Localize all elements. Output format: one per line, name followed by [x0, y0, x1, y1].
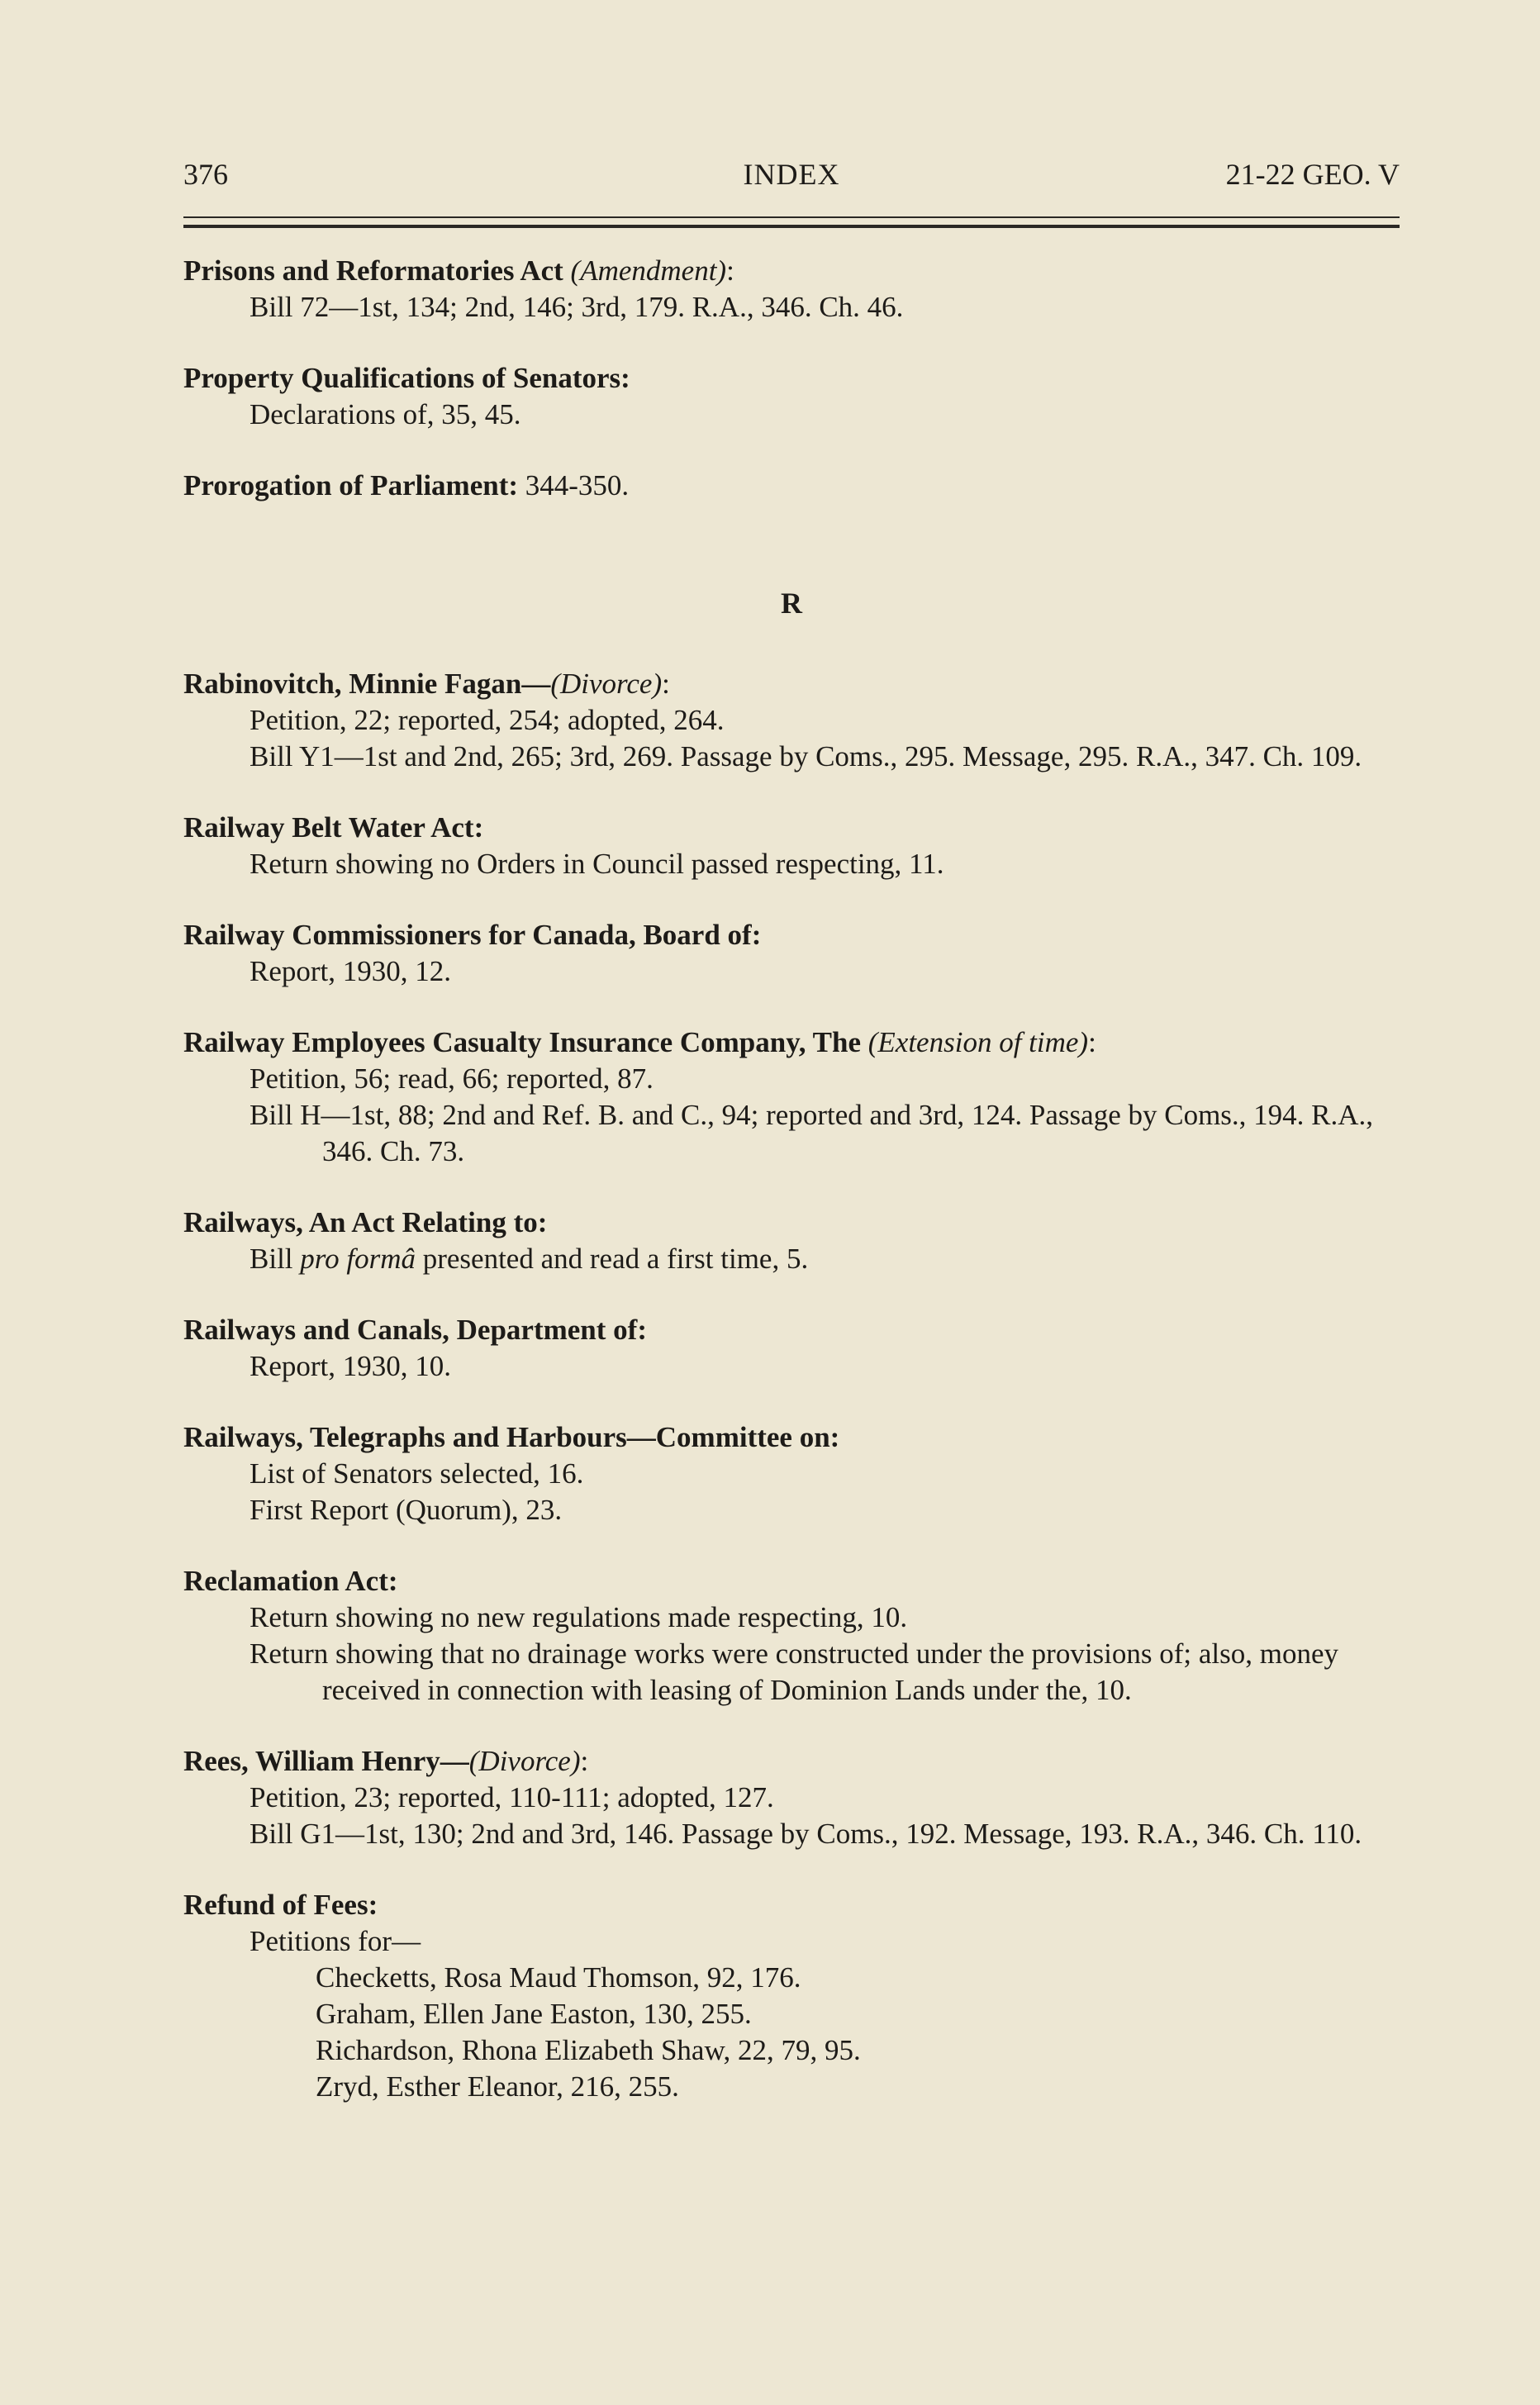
index-entry — [183, 1419, 1400, 1528]
entry-heading: Railway Commissioners for Canada, Board of: — [183, 919, 762, 951]
entry-line: Petition, 56; read, 66; reported, 87. — [250, 1062, 654, 1095]
index-entry — [183, 360, 1400, 433]
index-entry — [183, 1312, 1400, 1385]
entry-heading: Prorogation of Parliament: 344-350. — [183, 469, 630, 501]
entry-line: Bill H—1st, 88; 2nd and Ref. B. and C., 94; reported and 3rd, 124. Passage by Coms., 194. R.A., 346. Ch. 73. — [250, 1099, 1374, 1167]
volume-label: 21-22 GEO. V — [1225, 158, 1400, 191]
entry-line: Bill G1—1st, 130; 2nd and 3rd, 146. Passage by Coms., 192. Message, 193. R.A., 346. Ch. 110. — [250, 1818, 1362, 1850]
index-entry — [183, 1563, 1400, 1709]
entry-line: List of Senators selected, 16. — [250, 1457, 584, 1490]
entry-line: Petition, 23; reported, 110-111; adopted, 127. — [250, 1781, 774, 1813]
index-entry — [183, 810, 1400, 882]
entry-line: Petition, 22; reported, 254; adopted, 264. — [250, 704, 725, 736]
entry-heading: Railways, An Act Relating to: — [183, 1206, 548, 1238]
entry-heading: Refund of Fees: — [183, 1889, 378, 1921]
header-rule — [183, 216, 1400, 228]
entry-heading: Railway Belt Water Act: — [183, 811, 484, 844]
entry-subline: Richardson, Rhona Elizabeth Shaw, 22, 79, 95. — [316, 2034, 861, 2066]
index-entry — [183, 1024, 1400, 1170]
entry-line: Bill 72—1st, 134; 2nd, 146; 3rd, 179. R.A., 346. Ch. 46. — [250, 291, 904, 323]
index-entry — [183, 917, 1400, 990]
index-entry — [183, 468, 1400, 504]
entry-line: Report, 1930, 10. — [250, 1350, 452, 1382]
entry-heading: Rabinovitch, Minnie Fagan—(Divorce): — [183, 668, 670, 700]
entry-line: Return showing that no drainage works were constructed under the provisions of; also, money received in connection with leasing of Dominion Lands under the, 10. — [250, 1637, 1339, 1706]
entry-line: Return showing no new regulations made respecting, 10. — [250, 1601, 908, 1633]
entry-heading: Reclamation Act: — [183, 1565, 398, 1597]
entry-line: First Report (Quorum), 23. — [250, 1494, 563, 1526]
entry-line: Declarations of, 35, 45. — [250, 398, 521, 430]
entry-line: Bill pro formâ presented and read a first time, 5. — [250, 1243, 809, 1275]
index-entry — [183, 1205, 1400, 1277]
entry-heading: Railways and Canals, Department of: — [183, 1314, 647, 1346]
entry-subline: Graham, Ellen Jane Easton, 130, 255. — [316, 1998, 752, 2030]
index-entry — [183, 253, 1400, 326]
entry-line: Petitions for— — [250, 1925, 421, 1957]
running-head — [183, 157, 1400, 198]
index-entry — [183, 666, 1400, 775]
entry-heading: Railway Employees Casualty Insurance Company, The (Extension of time): — [183, 1026, 1096, 1058]
page-number: 376 — [183, 158, 228, 191]
entry-heading: Railways, Telegraphs and Harbours—Committee on: — [183, 1421, 840, 1453]
index-entry — [183, 1887, 1400, 2105]
entry-line: Report, 1930, 12. — [250, 955, 452, 987]
entry-heading: Prisons and Reformatories Act (Amendment): — [183, 254, 734, 287]
section-letter: R — [781, 587, 802, 620]
index-entries — [183, 253, 1400, 2105]
page-title: INDEX — [743, 158, 840, 191]
entry-line: Return showing no Orders in Council passed respecting, 11. — [250, 848, 944, 880]
entry-subline: Checketts, Rosa Maud Thomson, 92, 176. — [316, 1961, 801, 1994]
entry-heading: Rees, William Henry—(Divorce): — [183, 1745, 589, 1777]
index-page — [183, 157, 1400, 2140]
index-entry — [183, 1743, 1400, 1852]
entry-heading: Property Qualifications of Senators: — [183, 362, 630, 394]
entry-subline: Zryd, Esther Eleanor, 216, 255. — [316, 2070, 679, 2103]
entry-line: Bill Y1—1st and 2nd, 265; 3rd, 269. Passage by Coms., 295. Message, 295. R.A., 347. Ch. 109. — [250, 740, 1362, 772]
